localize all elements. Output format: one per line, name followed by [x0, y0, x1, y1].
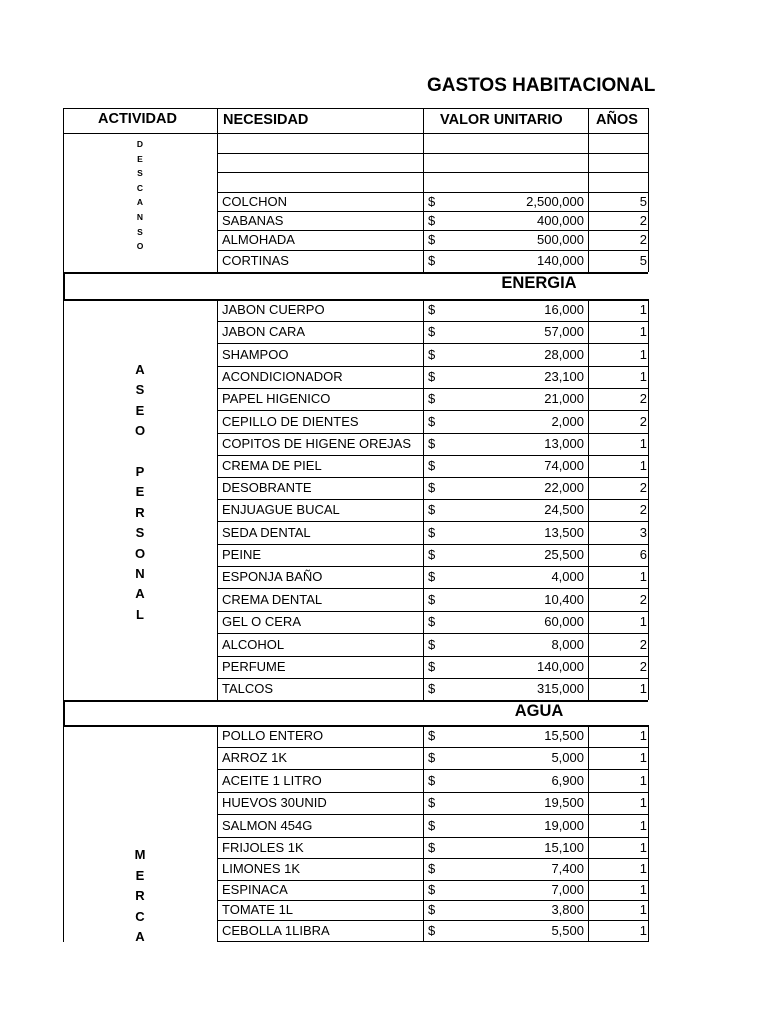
necesidad-cell: CREMA DENTAL — [222, 591, 323, 607]
valor-cell: 2,000 — [551, 413, 584, 429]
section-header: ENERGIA — [501, 274, 577, 292]
currency-symbol: $ — [428, 232, 436, 247]
grid-line — [217, 880, 648, 881]
currency-symbol: $ — [428, 591, 436, 607]
grid-line — [217, 477, 648, 478]
grid-line — [217, 544, 648, 545]
grid-line — [63, 700, 65, 725]
necesidad-cell: PAPEL HIGENICO — [222, 391, 331, 406]
currency-symbol: $ — [428, 324, 436, 339]
valor-cell: 3,800 — [551, 902, 584, 917]
anos-cell: 1 — [639, 772, 647, 788]
necesidad-cell: ESPINACA — [222, 882, 288, 897]
valor-cell: 400,000 — [537, 212, 584, 228]
grid-line — [217, 656, 648, 657]
anos-cell: 1 — [639, 681, 647, 696]
currency-symbol: $ — [428, 524, 436, 540]
currency-symbol: $ — [428, 391, 436, 406]
anos-cell: 2 — [639, 636, 647, 652]
necesidad-cell: SABANAS — [222, 212, 284, 228]
currency-symbol: $ — [428, 369, 436, 384]
currency-symbol: $ — [428, 193, 436, 209]
currency-symbol: $ — [428, 839, 436, 855]
grid-line — [217, 725, 218, 942]
valor-cell: 19,500 — [544, 795, 584, 810]
grid-line — [217, 900, 648, 901]
necesidad-cell: CREMA DE PIEL — [222, 458, 322, 473]
necesidad-cell: JABON CARA — [222, 324, 306, 339]
necesidad-cell: ENJUAGUE BUCAL — [222, 502, 340, 517]
valor-cell: 315,000 — [537, 681, 584, 696]
grid-line — [217, 499, 648, 500]
anos-cell: 1 — [639, 861, 647, 876]
valor-cell: 25,500 — [544, 547, 584, 562]
valor-cell: 24,500 — [544, 502, 584, 517]
necesidad-cell: TALCOS — [222, 681, 274, 696]
grid-line — [588, 725, 589, 942]
grid-line — [63, 108, 64, 133]
necesidad-cell: PEINE — [222, 547, 262, 562]
valor-cell: 4,000 — [551, 569, 584, 584]
necesidad-cell: SEDA DENTAL — [222, 524, 311, 540]
necesidad-cell: COPITOS DE HIGENE OREJAS — [222, 436, 412, 451]
grid-line — [217, 108, 218, 133]
currency-symbol: $ — [428, 302, 436, 317]
currency-symbol: $ — [428, 436, 436, 451]
anos-cell: 1 — [639, 369, 647, 384]
valor-cell: 140,000 — [537, 253, 584, 268]
currency-symbol: $ — [428, 547, 436, 562]
anos-cell: 6 — [639, 547, 647, 562]
anos-cell: 2 — [639, 212, 647, 228]
necesidad-cell: ALCOHOL — [222, 636, 285, 652]
grid-line — [217, 792, 648, 793]
grid-line — [217, 230, 648, 231]
valor-cell: 15,500 — [544, 728, 584, 743]
necesidad-cell: CEPILLO DE DIENTES — [222, 413, 359, 429]
currency-symbol: $ — [428, 413, 436, 429]
anos-cell: 2 — [639, 413, 647, 429]
anos-cell: 1 — [639, 839, 647, 855]
valor-cell: 8,000 — [551, 636, 584, 652]
valor-cell: 16,000 — [544, 302, 584, 317]
currency-symbol: $ — [428, 681, 436, 696]
grid-line — [217, 747, 648, 748]
grid-line — [217, 633, 648, 634]
anos-cell: 3 — [639, 524, 647, 540]
anos-cell: 1 — [639, 902, 647, 917]
anos-cell: 1 — [639, 458, 647, 473]
currency-symbol: $ — [428, 480, 436, 495]
grid-line — [217, 388, 648, 389]
section-header: AGUA — [514, 702, 564, 720]
anos-cell: 1 — [639, 922, 647, 938]
grid-line — [423, 725, 424, 942]
anos-cell: 2 — [639, 591, 647, 607]
header-valor-unitario: VALOR UNITARIO — [440, 112, 563, 128]
currency-symbol: $ — [428, 569, 436, 584]
anos-cell: 1 — [639, 569, 647, 584]
valor-cell: 6,900 — [551, 772, 584, 788]
grid-line — [648, 133, 649, 272]
necesidad-cell: CORTINAS — [222, 253, 289, 268]
grid-line — [217, 343, 648, 344]
sheet-title: GASTOS HABITACIONAL — [427, 75, 656, 96]
anos-cell: 2 — [639, 391, 647, 406]
anos-cell: 1 — [639, 750, 647, 765]
grid-line — [217, 366, 648, 367]
necesidad-cell: SALMON 454G — [222, 817, 313, 833]
valor-cell: 60,000 — [544, 614, 584, 629]
activity-label: D E S C A N S O — [136, 139, 144, 252]
currency-symbol: $ — [428, 728, 436, 743]
valor-cell: 5,000 — [551, 750, 584, 765]
grid-line — [217, 588, 648, 589]
activity-label: A S E O P E R S O N A L — [134, 362, 146, 622]
necesidad-cell: ESPONJA BAÑO — [222, 569, 323, 584]
grid-line — [648, 299, 649, 700]
currency-symbol: $ — [428, 750, 436, 765]
anos-cell: 1 — [639, 436, 647, 451]
currency-symbol: $ — [428, 458, 436, 473]
currency-symbol: $ — [428, 772, 436, 788]
grid-line — [217, 769, 648, 770]
anos-cell: 1 — [639, 817, 647, 833]
necesidad-cell: SHAMPOO — [222, 346, 289, 362]
valor-cell: 7,400 — [551, 861, 584, 876]
grid-line — [423, 108, 424, 133]
grid-line — [63, 725, 648, 727]
valor-cell: 10,400 — [544, 591, 584, 607]
grid-line — [217, 611, 648, 612]
necesidad-cell: FRIJOLES 1K — [222, 839, 304, 855]
anos-cell: 1 — [639, 346, 647, 362]
valor-cell: 21,000 — [544, 391, 584, 406]
grid-line — [217, 837, 648, 838]
grid-line — [588, 108, 589, 133]
necesidad-cell: GEL O CERA — [222, 614, 301, 629]
valor-cell: 22,000 — [544, 480, 584, 495]
grid-line — [217, 941, 648, 942]
valor-cell: 140,000 — [537, 659, 584, 674]
grid-line — [217, 153, 648, 154]
anos-cell: 1 — [639, 728, 647, 743]
anos-cell: 1 — [639, 324, 647, 339]
anos-cell: 1 — [639, 795, 647, 810]
necesidad-cell: CEBOLLA 1LIBRA — [222, 922, 330, 938]
necesidad-cell: COLCHON — [222, 193, 288, 209]
activity-label: M E R C A — [134, 847, 146, 944]
currency-symbol: $ — [428, 659, 436, 674]
grid-line — [63, 133, 648, 134]
currency-symbol: $ — [428, 502, 436, 517]
grid-line — [217, 678, 648, 679]
valor-cell: 13,500 — [544, 524, 584, 540]
necesidad-cell: TOMATE 1L — [222, 902, 294, 917]
anos-cell: 1 — [639, 614, 647, 629]
header-necesidad: NECESIDAD — [223, 112, 309, 128]
grid-line — [217, 455, 648, 456]
necesidad-cell: ACEITE 1 LITRO — [222, 772, 322, 788]
currency-symbol: $ — [428, 636, 436, 652]
necesidad-cell: DESOBRANTE — [222, 480, 312, 495]
necesidad-cell: ACONDICIONADOR — [222, 369, 343, 384]
valor-cell: 500,000 — [537, 232, 584, 247]
currency-symbol: $ — [428, 253, 436, 268]
valor-cell: 2,500,000 — [526, 193, 584, 209]
currency-symbol: $ — [428, 212, 436, 228]
anos-cell: 1 — [639, 882, 647, 897]
necesidad-cell: HUEVOS 30UNID — [222, 795, 327, 810]
grid-line — [217, 250, 648, 251]
valor-cell: 19,000 — [544, 817, 584, 833]
necesidad-cell: PERFUME — [222, 659, 286, 674]
grid-line — [217, 410, 648, 411]
grid-line — [217, 433, 648, 434]
currency-symbol: $ — [428, 614, 436, 629]
valor-cell: 74,000 — [544, 458, 584, 473]
valor-cell: 15,100 — [544, 839, 584, 855]
anos-cell: 2 — [639, 659, 647, 674]
grid-line — [217, 521, 648, 522]
grid-line — [63, 272, 65, 299]
anos-cell: 2 — [639, 502, 647, 517]
grid-line — [217, 172, 648, 173]
valor-cell: 28,000 — [544, 346, 584, 362]
anos-cell: 2 — [639, 480, 647, 495]
currency-symbol: $ — [428, 902, 436, 917]
valor-cell: 57,000 — [544, 324, 584, 339]
grid-line — [648, 725, 649, 942]
currency-symbol: $ — [428, 861, 436, 876]
grid-line — [217, 814, 648, 815]
necesidad-cell: LIMONES 1K — [222, 861, 301, 876]
necesidad-cell: POLLO ENTERO — [222, 728, 324, 743]
necesidad-cell: JABON CUERPO — [222, 302, 325, 317]
grid-line — [217, 858, 648, 859]
grid-line — [217, 566, 648, 567]
necesidad-cell: ARROZ 1K — [222, 750, 288, 765]
grid-line — [217, 321, 648, 322]
valor-cell: 23,100 — [544, 369, 584, 384]
header-actividad: ACTIVIDAD — [98, 111, 177, 127]
currency-symbol: $ — [428, 922, 436, 938]
anos-cell: 2 — [639, 232, 647, 247]
anos-cell: 5 — [639, 253, 647, 268]
anos-cell: 1 — [639, 302, 647, 317]
valor-cell: 13,000 — [544, 436, 584, 451]
anos-cell: 5 — [639, 193, 647, 209]
currency-symbol: $ — [428, 795, 436, 810]
valor-cell: 5,500 — [551, 922, 584, 938]
grid-line — [217, 920, 648, 921]
currency-symbol: $ — [428, 817, 436, 833]
valor-cell: 7,000 — [551, 882, 584, 897]
necesidad-cell: ALMOHADA — [222, 232, 295, 247]
grid-line — [648, 108, 649, 133]
currency-symbol: $ — [428, 882, 436, 897]
grid-line — [63, 108, 648, 109]
currency-symbol: $ — [428, 346, 436, 362]
grid-line — [63, 299, 648, 301]
header-anos: AÑOS — [596, 112, 638, 128]
